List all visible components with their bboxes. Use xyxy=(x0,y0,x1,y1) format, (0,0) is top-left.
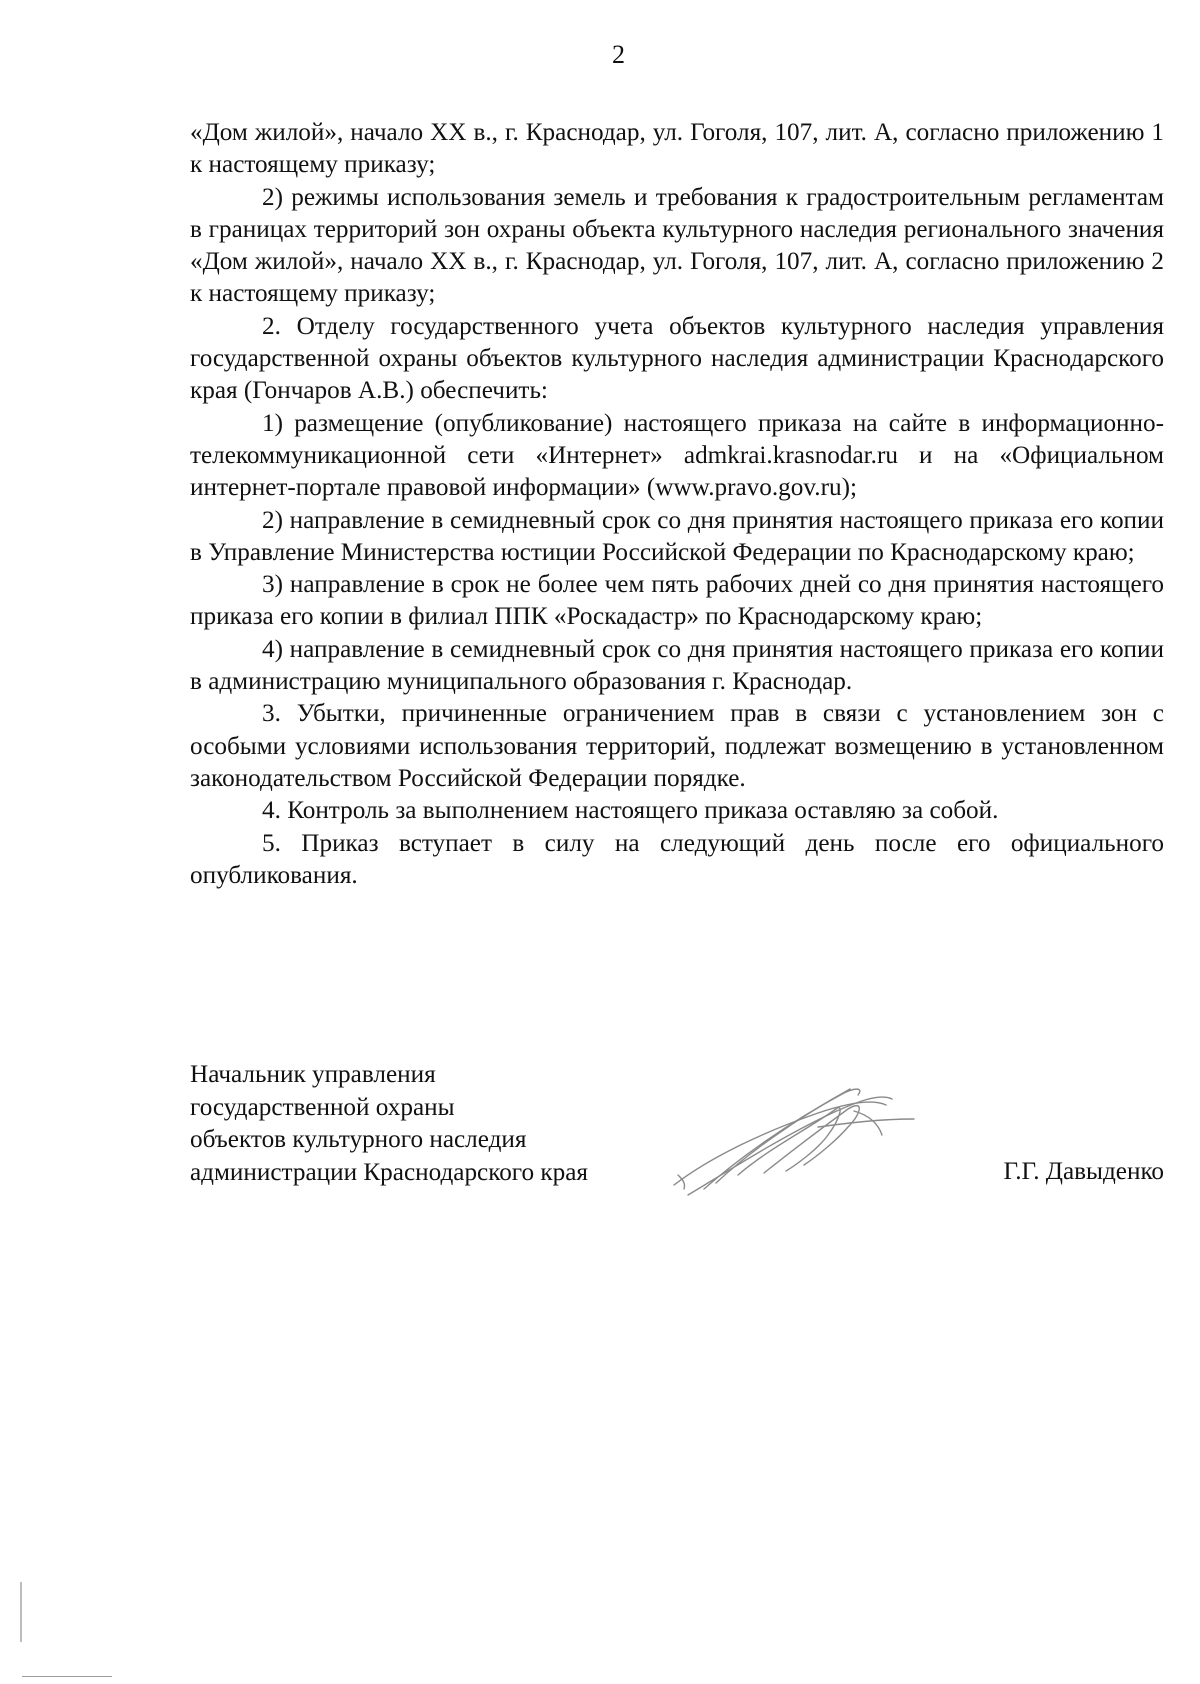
signer-title xyxy=(190,1059,588,1189)
signature-block xyxy=(190,1059,1164,1219)
document-body xyxy=(190,117,1164,892)
bottom-rule xyxy=(22,1676,112,1677)
signer-name: Г.Г. Давыденко xyxy=(1003,1158,1164,1185)
signer-title-line: объектов культурного наследия xyxy=(190,1126,527,1153)
paragraph-item-3-roskadastr: 3) направление в срок не более чем пять рабочих дней со дня принятия настоящего приказа его копии в филиал ППК «Роскадастр» по Краснодарскому краю; xyxy=(190,571,1164,631)
paragraph-clause-5: 5. Приказ вступает в силу на следующий день после его официального опубликования. xyxy=(190,829,1164,889)
paragraph-clause-3: 3. Убытки, причиненные ограничением прав в связи с установлением зон с особыми условиями использования территорий, подлежат возмещению в установленном законодательством Российской Федерации порядке. xyxy=(190,700,1164,792)
margin-mark xyxy=(20,1582,22,1642)
paragraph-continuation: «Дом жилой», начало XX в., г. Краснодар, ул. Гоголя, 107, лит. А, согласно приложению 1 к настоящему приказу; xyxy=(190,119,1164,179)
signer-title-line: администрации Краснодарского края xyxy=(190,1158,588,1186)
paragraph-item-2-ministry: 2) направление в семидневный срок со дня принятия настоящего приказа его копии в Управление Министерства юстиции Российской Федерации по Краснодарскому краю; xyxy=(190,506,1164,566)
paragraph-clause-2: 2. Отделу государственного учета объектов культурного наследия управления государственной охраны объектов культурного наследия администрации Краснодарского края (Гончаров А.В.) обеспечить: xyxy=(190,312,1164,405)
paragraph-item-2-regimes: 2) режимы использования земель и требования к градостроительным регламентам в границах территорий зон охраны объекта культурного наследия регионального значения «Дом жилой», начало XX в., г. Краснодар, ул. Гоголя, 107, лит. А, согласно приложению 2 к настоящему приказу; xyxy=(190,183,1164,308)
page-number: 2 xyxy=(612,40,625,69)
signer-title-line: государственной охраны xyxy=(190,1093,455,1121)
handwritten-signature xyxy=(668,1079,928,1199)
paragraph-item-1-publication: 1) размещение (опубликование) настоящего приказа на сайте в информационно-телекоммуникационной сети «Интернет» admkrai.krasnodar.ru и на «Официальном интернет-портале правовой информации» (www.pravo.gov.ru); xyxy=(190,409,1164,502)
paragraph-clause-4: 4. Контроль за выполнением настоящего приказа оставляю за собой. xyxy=(262,797,999,825)
paragraph-item-4-administration: 4) направление в семидневный срок со дня принятия настоящего приказа его копии в администрацию муниципального образования г. Краснодар. xyxy=(190,635,1164,696)
signer-title-line: Начальник управления xyxy=(190,1061,436,1088)
